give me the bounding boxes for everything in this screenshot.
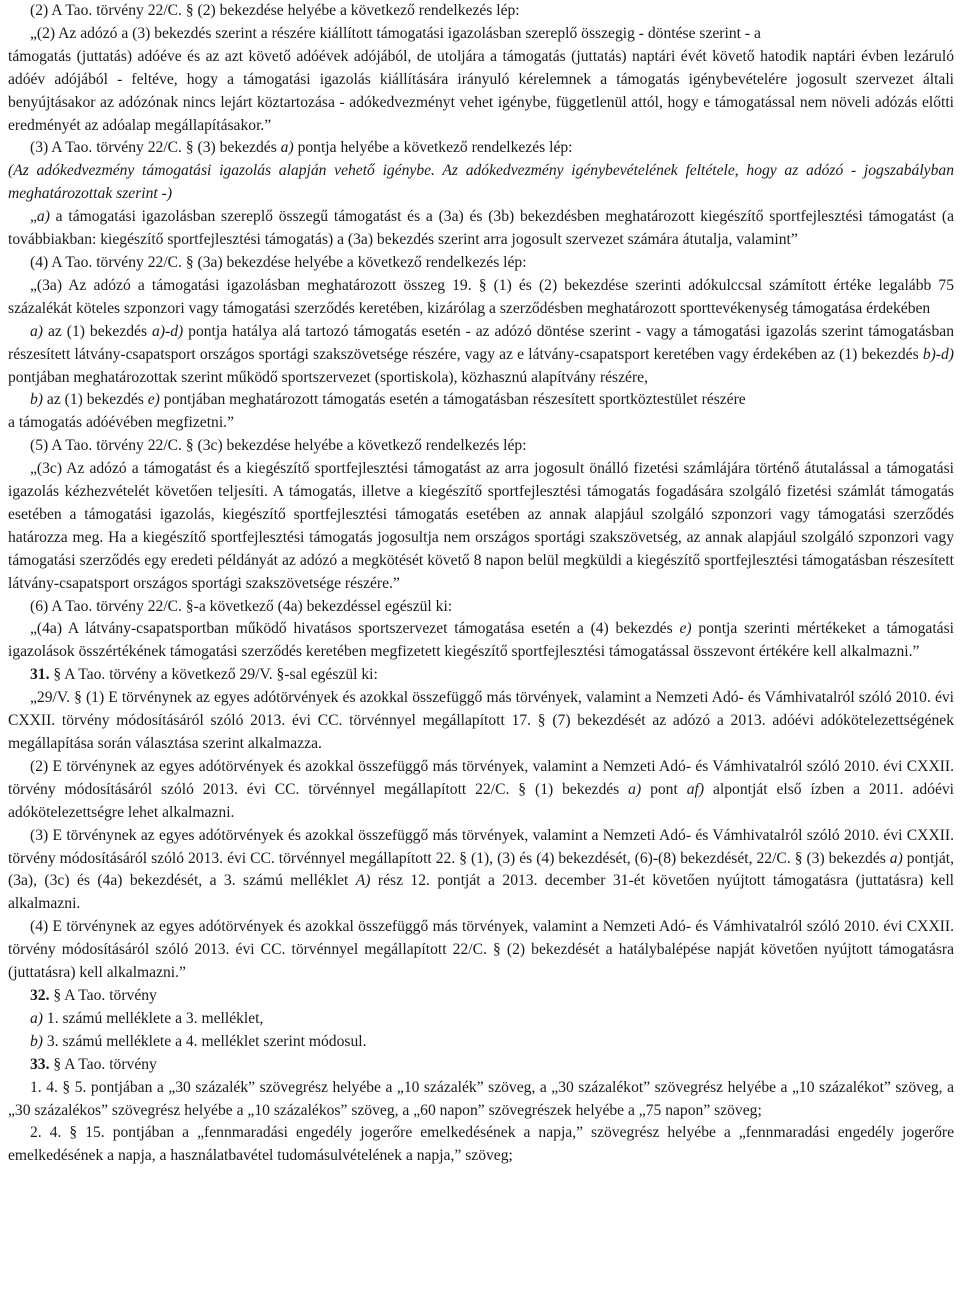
paragraph: (2) A Tao. törvény 22/C. § (2) bekezdése helyébe a következő rendelkezés lép:: [30, 2, 520, 19]
paragraph: (4) A Tao. törvény 22/C. § (3a) bekezdése helyébe a következő rendelkezés lép:: [30, 253, 527, 271]
paragraph: (3) A Tao. törvény 22/C. § (3) bekezdés a) pontja helyébe a következő rendelkezés lép:: [30, 139, 573, 157]
paragraph: „29/V. § (1) E törvénynek az egyes adótörvények és azokkal összefüggő más törvények, valamint a Nemzeti Adó- és Vámhivatalról szóló 2010. évi CXXII. törvény módosításáról szóló 2013. évi CC. törvénnyel megállapított 17. § (7) bekezdését az adózó a 2013. adóévi adókötelezettségének megállapítása során választása szerint alkalmazza.: [8, 689, 954, 752]
paragraph: (3) E törvénynek az egyes adótörvények és azokkal összefüggő más törvények, valamint a Nemzeti Adó- és Vámhivatalról szóló 2010. évi CXXII. törvény módosításáról szóló 2013. évi CC. törvénnyel megállapított 22. § (1), (3) és (4) bekezdését, (6)-(8) bekezdését, 22/C. § (3) bekezdés a) pontját, (3a), (3c) és (4a) bekezdését, a 3. számú melléklet A) rész 12. pontját a 2013. december 31-ét követően nyújtott támogatásra (juttatásra) kell alkalmazni.: [8, 826, 954, 913]
paragraph: (4) E törvénynek az egyes adótörvények és azokkal összefüggő más törvények, valamint a Nemzeti Adó- és Vámhivatalról szóló 2010. évi CXXII. törvény módosításáról szóló 2013. évi CC. törvénnyel megállapított 22/C. § (2) bekezdését a hatálybalépése napját követően nyújtott támogatásra (juttatásra) kell alkalmazni.”: [8, 918, 954, 982]
paragraph: (Az adókedvezmény támogatási igazolás alapján vehető igénybe. Az adókedvezmény igénybevételének feltétele, hogy az adózó - jogszabályban meghatározottak szerint -): [8, 162, 954, 203]
paragraph: (5) A Tao. törvény 22/C. § (3c) bekezdése helyébe a következő rendelkezés lép:: [30, 437, 527, 455]
paragraph: 1. 4. § 5. pontjában a „30 százalék” szövegrész helyébe a „10 százalék” szöveg, a „30 százalékot” szövegrész helyébe a „10 százalékot” szöveg, a „30 százalékos” szövegrész helyébe a „10 százalékos” szöveg, a „60 napon” szövegrészek helyébe a „75 napon” szöveg;: [8, 1078, 954, 1119]
paragraph: 31. § A Tao. törvény a következő 29/V. §-sal egészül ki:: [30, 666, 378, 684]
paragraph: b) az (1) bekezdés e) pontjában meghatározott támogatás esetén a támogatásban részesített sportköztestület részére: [30, 391, 746, 409]
paragraph: a) az (1) bekezdés a)-d) pontja hatálya alá tartozó támogatás esetén - az adózó döntése szerint - vagy a támogatási igazolás szerint támogatásban részesített látvány-csapatsport országos sportági szakszövetsége részére, vagy az e látvány-csapatsport keretében vagy érdekében az (1) bekezdés b)-d) pontjában meghatározottak szerint működő sportszervezet (sportiskola), közhasznú alapítvány részére,: [8, 322, 954, 386]
paragraph: „(4a) A látvány-csapatsportban működő hivatásos sportszervezet támogatása esetén a (4) bekezdés e) pontja szerinti mértékeket a támogatási igazolások összértékének támogatási szerződés keretében megfizetett kiegészítő sportfejlesztési támogatással összevont értékére kell alkalmazni.”: [8, 620, 955, 661]
paragraph: 2. 4. § 15. pontjában a „fennmaradási engedély jogerőre emelkedésének a napja,” szövegrész helyébe a „fennmaradási engedély jogerőre emelkedésének a napja, a használatbavétel tudomásulvételének a napja,” szöveg;: [8, 1124, 954, 1165]
paragraph: 33. § A Tao. törvény: [30, 1055, 157, 1073]
paragraph: (2) E törvénynek az egyes adótörvények és azokkal összefüggő más törvények, valamint a Nemzeti Adó- és Vámhivatalról szóló 2010. évi CXXII. törvény módosításáról szóló 2013. évi CC. törvénnyel megállapított 22/C. § (1) bekezdés a) pont af) alpontját első ízben a 2011. adóévi adókötelezettségre lehet alkalmazni.: [8, 757, 954, 821]
paragraph: b) 3. számú melléklete a 4. melléklet szerint módosul.: [30, 1032, 367, 1050]
paragraph: „(3c) Az adózó a támogatást és a kiegészítő sportfejlesztési támogatást az arra jogosult önálló fizetési számlájára történő átutalással a támogatási igazolás kézhezvételét követően teljesíti. A támogatás, illetve a kiegészítő sportfejlesztési támogatás fogadására szolgáló fizetési számlát támogatás esetében a támogatási igazolás, kiegészítő sportfejlesztési támogatás esetében az annak alapjául szolgáló szponzori vagy támogatási szerződés határozza meg. Ha a kiegészítő sportfejlesztési támogatás jogosultja nem országos sportági szakszövetség, az annak alapjául szolgáló szponzori vagy támogatási szerződés egy eredeti példányát az adózó a megkötését követő 8 napon belül megküldi a kiegészítő sportfejlesztési támogatásban részesített látvány-csapatsport országos sportági szakszövetsége részére.”: [8, 460, 954, 592]
document-body: [8, 0, 954, 1168]
paragraph: (6) A Tao. törvény 22/C. §-a következő (4a) bekezdéssel egészül ki:: [30, 597, 453, 615]
paragraph: „(3a) Az adózó a támogatási igazolásban meghatározott összeg 19. § (1) és (2) bekezdése szerinti adókulccsal számított értéke legalább 75 százalékát köteles szponzori vagy támogatási szerződés keretében, kizárólag a szerződésben meghatározott sporttevékenység támogatása érdekében: [8, 276, 954, 317]
paragraph: „a) a támogatási igazolásban szereplő összegű támogatást és a (3a) és (3b) bekezdésben meghatározott kiegészítő sportfejlesztési támogatást (a továbbiakban: kiegészítő sportfejlesztési támogatás) a (3a) bekezdés szerint arra jogosult szervezet számára átutalja, valamint”: [8, 208, 954, 249]
paragraph: 32. § A Tao. törvény: [30, 986, 157, 1004]
paragraph: a) 1. számú melléklete a 3. melléklet,: [30, 1009, 264, 1027]
paragraph: „(2) Az adózó a (3) bekezdés szerint a részére kiállított támogatási igazolásban szereplő összegig - döntése szerint - a: [30, 24, 761, 42]
paragraph: a támogatás adóévében megfizetni.”: [8, 414, 235, 432]
paragraph: támogatás (juttatás) adóéve és az azt követő adóévek adójából, de utoljára a támogatás (juttatás) naptári évét követő hatodik naptári évben lezáruló adóév adójából - feltéve, hogy a támogatási igazolás kiállítására irányuló kérelemnek a támogatás igénybevételére jogosult szervezet általi benyújtásakor az adózónak nincs lejárt köztartozása - adókedvezményt vehet igénybe, függetlenül attól, hogy e támogatással nem növeli adózás előtti eredményét az adóalap megállapításakor.”: [8, 47, 954, 134]
